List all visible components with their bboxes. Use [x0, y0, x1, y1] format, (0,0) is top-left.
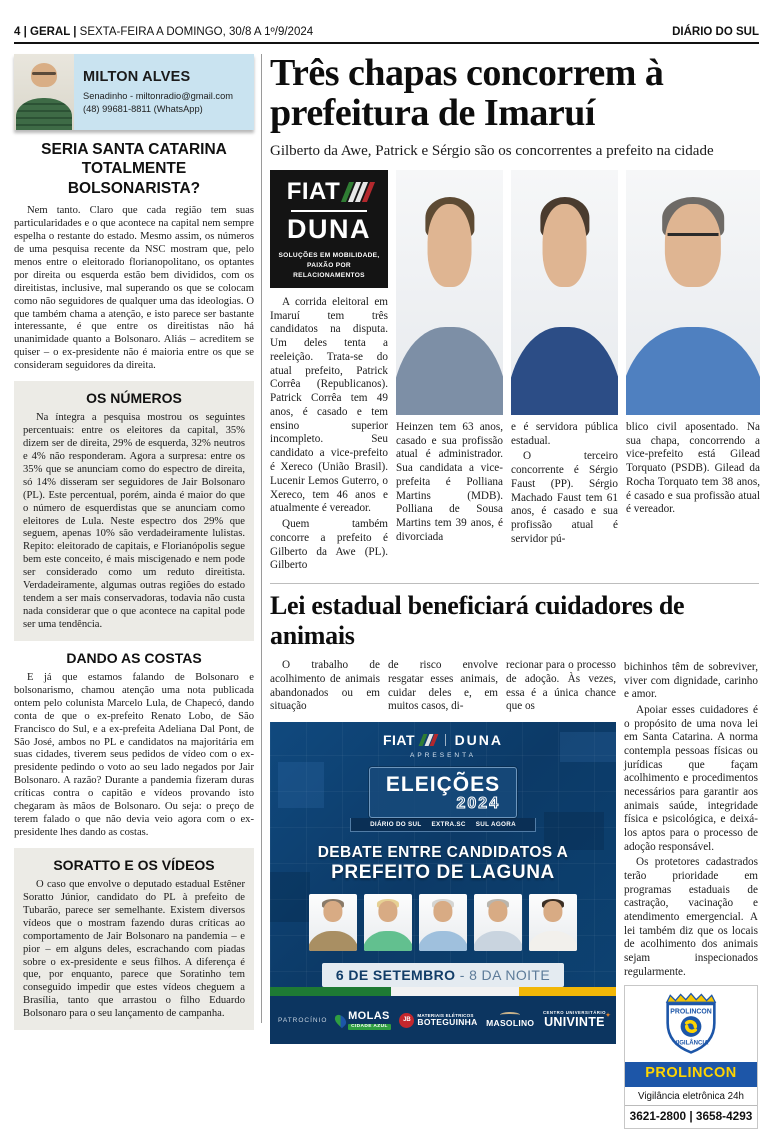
spark-icon: ✦ — [605, 1012, 611, 1019]
duna-logo: DUNA — [454, 732, 504, 749]
sponsor-molas-logo — [336, 1010, 391, 1029]
eleicoes-2024-logo — [369, 767, 517, 818]
event-date-box — [322, 963, 564, 987]
animals-text-columns — [270, 659, 616, 714]
candidate-photo-1 — [396, 170, 503, 415]
section-costas — [14, 650, 254, 840]
article-col-1 — [270, 170, 388, 573]
section-body-costas: E já que estamos falando de Bolsonaro e bolsonarismo, chamou atenção uma nota publicada ontem pelo colunista Marcelo Lula, de Chapecó, dando conta de que o ex-prefeito Renato Lobo, de São Francisco do Sul, e a ex-prefeita Adeliana Dal Pont, de São José, ambos no PL e candidatos na majoritária em suas cidades, tiverem seus pedidos de vídeo com o ex-presidente pedindo o voto ao seu lado negados por Jair Bolsonaro. A razão? Durante a pandemia fizeram duras críticas contra o capitão e vídeos provando isto chegaram às mãos de Bolsonaro. Ou seja: o preço de terem falado o que não devia veio agora com o ex-presidente lhes dando as costas. — [14, 671, 254, 838]
debate-title-line1: DEBATE ENTRE CANDIDATOS A — [317, 844, 569, 862]
article-paragraph: O trabalho de acolhimento de animais abandonados ou em situação — [270, 659, 380, 713]
sponsor-subtitle: MATERIAIS ELÉTRICOS — [417, 1012, 474, 1018]
prolincon-ad — [624, 985, 758, 1129]
sponsor-name: MASOLINO — [486, 1017, 535, 1028]
presents-label: APRESENTA — [410, 752, 476, 760]
article-paragraph: Heinzen tem 63 anos, casado e sua profissão atual é administrador. Sua candidata a vice-prefeita é Polliana Martins (MDB). Polliana de Sousa Martins tem 39 anos, é divorciada — [396, 420, 503, 543]
main-area — [261, 52, 760, 1124]
page-content — [14, 52, 760, 1124]
section-box-numbers — [14, 381, 254, 641]
animals-col-1 — [270, 659, 380, 714]
edition-date: SEXTA-FEIRA A DOMINGO, 30/8 A 1º/9/2024 — [79, 26, 314, 38]
debate-candidate-photo — [419, 894, 467, 951]
glasses-detail — [32, 72, 56, 75]
section-box-soratto — [14, 848, 254, 1030]
columnist-photo — [14, 54, 74, 130]
article-paragraph: A corrida eleitoral em Imaruí tem três candidatos na disputa. Um deles tenta a reeleição. Trata-se do atual prefeito, Patrick Corrêa (Republicanos). Patrick Corrêa tem 49 anos, é casado e tem ensino superior incompleto. Seu candidato a vice-prefeito é Xereco (União Brasil). Lucenir Lemos Guterro, o Xereco, tem 46 anos e atualmente é vereador. — [270, 295, 388, 515]
opinion-column — [14, 54, 254, 1023]
sponsor-label: PATROCÍNIO — [278, 1016, 328, 1024]
sponsor-bar — [270, 996, 616, 1044]
shirt-detail — [626, 327, 760, 415]
sponsor-name: MOLAS — [348, 1010, 390, 1023]
article-paragraph: O terceiro concorrente é Sérgio Faust (PP). Sérgio Machado Faust tem 61 anos, é casado e sua profissão atual é servidor pú- — [511, 450, 618, 545]
jb-badge-icon: JB — [399, 1013, 414, 1028]
prolincon-phones: 3621-2800 | 3658-4293 — [625, 1105, 757, 1127]
person-silhouette — [427, 204, 472, 287]
debate-candidate-photo — [529, 894, 577, 951]
shield-bottom-text: VIGILÂNCIA — [673, 1040, 709, 1047]
animals-col-2 — [388, 659, 498, 714]
person-silhouette — [665, 204, 721, 287]
divider — [445, 734, 446, 746]
animals-columns — [270, 659, 759, 1129]
article-col-2 — [396, 170, 503, 573]
page-number-section: 4 | GERAL | — [14, 26, 77, 38]
fiat-duna-logo-row — [270, 732, 616, 748]
partner-diario: DIÁRIO DO SUL — [370, 821, 422, 829]
debate-ad-content — [270, 722, 616, 1006]
animals-article — [270, 583, 759, 1129]
article-paragraph: blico civil aposentado. Na sua chapa, concorrendo a vice-prefeito está Gilead Torquato (PSDB). Gilead da Rocha Torquato tem 38 anos, é casado e sua profissão atual é vereador. — [626, 420, 760, 516]
article-paragraph: de risco envolve resgatar esses animais, cuidar deles e, em muitos casos, di- — [388, 659, 498, 713]
candidate-photo-3 — [626, 170, 760, 415]
article-paragraph: e é servidora pública estadual. — [511, 420, 618, 447]
shirt-detail — [16, 98, 72, 130]
sponsor-name: BOTEGUINHA — [417, 1017, 478, 1027]
page-header — [14, 26, 759, 44]
prolincon-name: PROLINCON — [625, 1062, 757, 1087]
columnist-name: MILTON ALVES — [83, 68, 191, 85]
main-subtitle: Gilberto da Awe, Patrick e Sérgio são os concorrentes a prefeito na cidade — [270, 142, 714, 159]
animals-left-block — [270, 659, 616, 1129]
fiat-logo: FIAT — [382, 732, 416, 749]
fiat-duna-ad — [270, 170, 388, 288]
prolincon-service: Vigilância eletrônica 24h — [637, 1090, 745, 1102]
article-paragraph: recionar para o processo de adoção. Às vezes, essa é a única chance que os — [506, 659, 616, 713]
opinion-title: SERIA SANTA CATARINA TOTALMENTE BOLSONARISTA? — [41, 141, 227, 197]
fiat-stripes-icon — [421, 734, 436, 746]
article-paragraph: bichinhos têm de sobreviver, viver com dignidade, carinho e amor. — [624, 661, 758, 701]
partner-extra: EXTRA.SC — [431, 821, 466, 829]
animals-headline: Lei estadual beneficiará cuidadores de animais — [270, 591, 685, 651]
debate-ad — [270, 722, 616, 1044]
divider — [291, 210, 367, 212]
debate-candidates-row — [270, 894, 616, 951]
candidate-photo-2 — [511, 170, 618, 415]
sponsor-univinte-logo — [542, 1009, 611, 1029]
shirt-detail — [511, 327, 618, 415]
main-article-columns — [270, 170, 759, 573]
article-col-4 — [626, 170, 760, 573]
media-partners-strip — [350, 818, 536, 832]
fiat-stripes-icon — [345, 182, 371, 202]
header-left — [14, 26, 313, 38]
fiat-logo-row — [287, 177, 372, 207]
article-paragraph: Apoiar esses cuidadores é o propósito de uma nova lei em Santa Catarina. A norma contempla pessoas físicas ou jurídicas que façam acolhimento e procedimentos necessários para garantir aos animais saúde, integridade física e psicológica, e deixá-los aptos para o processo de adoção responsável. — [624, 704, 758, 853]
eleicoes-word: ELEIÇÕES — [385, 773, 501, 797]
event-time: - 8 DA NOITE — [459, 967, 551, 984]
article-paragraph: Os protetores cadastrados terão prioridade em programas estaduais de castração, vacinação e atendimento emergencial. A lei também diz que os locais de acolhimento dos animais sejam inspecionados regularmente. — [624, 856, 758, 978]
debate-candidate-photo — [364, 894, 412, 951]
fiat-ad-tagline: SOLUÇÕES EM MOBILIDADE, PAIXÃO POR RELACIONAMENTOS — [278, 251, 380, 279]
partner-sulagora: SUL AGORA — [475, 821, 516, 829]
map-pin-icon — [333, 1012, 349, 1028]
animals-col-3 — [506, 659, 616, 714]
shirt-detail — [396, 327, 503, 415]
article-col-3 — [511, 170, 618, 573]
sponsor-name: UNIVINTE ✦ — [544, 1012, 611, 1029]
article-paragraph: Quem também concorre a prefeito é Gilberto da Awe (PL). Gilberto — [270, 518, 388, 572]
duna-logo: DUNA — [287, 213, 371, 244]
stripe-white — [391, 987, 519, 996]
section-heading-numbers: OS NÚMEROS — [86, 390, 182, 407]
sponsor-subtitle: CIDADE AZUL — [348, 1024, 391, 1030]
year-word: 2024 — [456, 795, 501, 813]
columnist-email: Senadinho - miltonradio@gmail.com — [83, 91, 233, 102]
sponsor-masolino-logo — [486, 1012, 534, 1028]
flag-stripe — [270, 987, 616, 996]
main-headline: Três chapas concorrem à prefeitura de Imaruí — [270, 52, 664, 134]
fiat-logo: FIAT — [286, 178, 341, 206]
section-body-soratto: O caso que envolve o deputado estadual Estêner Soratto Júnior, candidato do PL à prefeito de Tubarão, parece ser semelhante. Existem diversos vídeos que o mostram fazendo duras críticas ao comportamento de Jair Bolsonaro na pandemia – e pior – em alguns deles, escrachando com piadas sobre o ex-presidente e seus filhos. A diferença é que, por enquanto, parece que Soratinho tem conseguido impedir que estes vídeos cheguem a Brasília, tanto que arrastou o filho Eduardo Bolsonaro para o seu lançamento de campanha. — [23, 879, 245, 1020]
section-body-numbers: Na íntegra a pesquisa mostrou os seguintes percentuais: entre os eleitores da capital, 35% dizem ser de direita, 29% de esquerda, 32% neutros e 4% não responderam. Agora a surpresa: entre os 35% que se anunciam como do espectro de direita, só 14% disseram ser seguidores de Jair Bolsonaro (PL). Este percentual, porém, ainda é maior do que o número de esquerdistas que se anunciam como eleitores de Lula. Neste espectro dos 29% que seguem, apenas 10% são verdadeiramente lulistas. Repito: eleitorado de capitais, e Florianópolis segue bem este conceito, é mais miscigenado e nem pode ser considerado como um reduto direitista. Verdadeiramente, algumas outras regiões do estado tendem a ser mais conservadoras, todavia não custa nada considerar que o que acontece na capital pode ser uma tendência. — [23, 412, 245, 630]
prolincon-shield-icon — [625, 986, 757, 1062]
opinion-intro: Nem tanto. Claro que cada região tem suas particularidades e o que acontece na capital nem sempre espelha o restante do estado. Mesmo assim, os números de uma pesquisa recente da NSC mostram que, pelo menos entre o eleitorado florianopolitano, os optantes por direita ou esquerda estão bem divididos, com os direitistas, inclusive, mal superando os que se colocam como não seguidores de qualquer uma das ideologias. O que também chama a atenção, e isto parece ser bastante interessante, é que entre os direitistas não há unanimidade quanto a Bolsonaro. Aliás – acreditem se quiser – o ex-presidente não é maioria entre os que se consideram seguidores da direita. — [14, 205, 254, 372]
person-silhouette — [31, 63, 57, 87]
masthead: DIÁRIO DO SUL — [672, 26, 759, 38]
debate-candidate-photo — [474, 894, 522, 951]
section-heading-soratto: SORATTO E OS VÍDEOS — [53, 856, 215, 873]
stripe-green — [270, 987, 391, 996]
shield-top-text: PROLINCON — [670, 1008, 712, 1016]
stripe-yellow — [519, 987, 616, 996]
debate-candidate-photo — [309, 894, 357, 951]
sponsor-subtitle: CENTRO UNIVERSITÁRIO — [542, 1009, 606, 1015]
person-silhouette — [542, 204, 587, 287]
columnist-box — [14, 54, 254, 130]
animals-col-4 — [624, 659, 758, 1129]
glasses-detail — [668, 233, 719, 238]
event-date: 6 DE SETEMBRO — [335, 967, 456, 984]
columnist-phone: (48) 99681-8811 (WhatsApp) — [83, 103, 203, 114]
columnist-info — [74, 54, 254, 130]
debate-title-line2: PREFEITO DE LAGUNA — [331, 862, 555, 884]
section-heading-costas: DANDO AS COSTAS — [66, 649, 202, 666]
sponsor-boteguinha-logo — [399, 1013, 477, 1028]
